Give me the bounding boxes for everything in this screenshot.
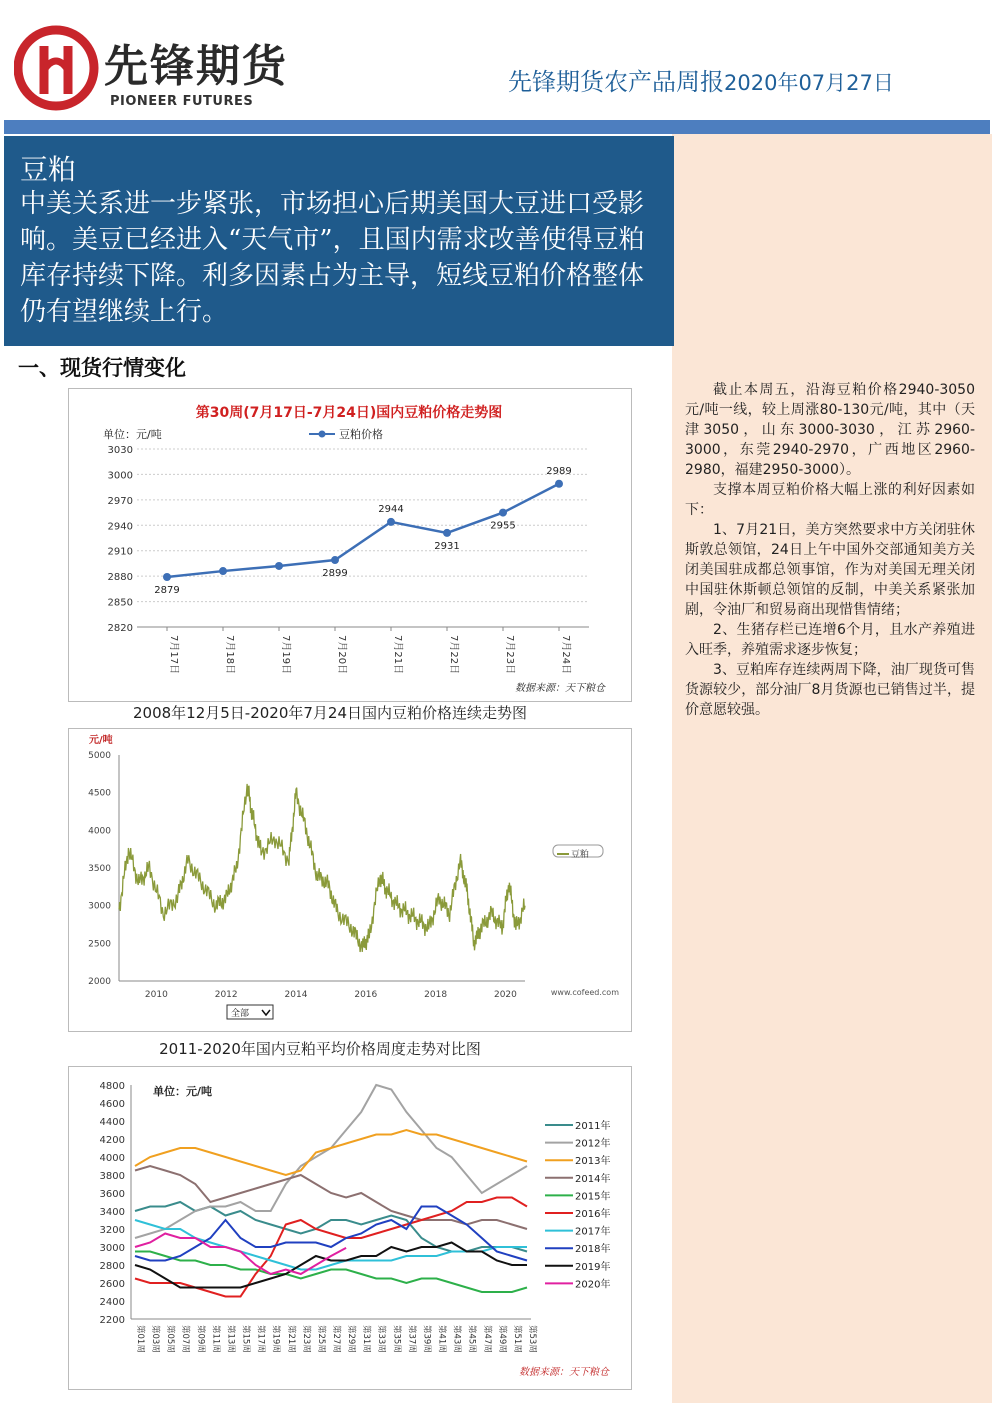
y-tick-label: 2000 xyxy=(88,977,111,987)
x-tick-label: 第31周 xyxy=(361,1325,372,1353)
report-date: 2020年07月27日 xyxy=(724,71,894,95)
y-tick-label: 3500 xyxy=(88,864,111,874)
right-side-panel xyxy=(672,134,992,1403)
x-tick-label: 7月22日 xyxy=(448,635,459,675)
x-tick-label: 第39周 xyxy=(421,1325,432,1353)
y-tick-label: 4000 xyxy=(88,826,111,837)
legend-label: 2019年 xyxy=(575,1261,611,1273)
x-tick-label: 第15周 xyxy=(240,1325,251,1353)
x-tick-label: 第51周 xyxy=(511,1325,522,1353)
y-tick-label: 3000 xyxy=(99,1243,125,1254)
commentary-paragraph: 1、7月21日，美方突然要求中方关闭驻休斯敦总领馆，24日上午中国外交部通知美方关闭美国驻成都总领事馆，作为对美国无理关闭中国驻休斯顿总领馆的反制，中美关系紧张加剧，令油厂和贸易商出现惜售情绪； xyxy=(685,522,975,618)
continuous-price-chart-svg xyxy=(69,729,631,1031)
series-line xyxy=(135,1234,346,1275)
commentary-paragraph: 3、豆粕库存连续两周下降，油厂现货可售货源较少，部分油厂8月货源也已销售过半，提价意愿较强。 xyxy=(685,662,975,718)
x-tick-label: 7月19日 xyxy=(280,635,291,675)
weekly-price-chart-svg xyxy=(69,389,631,701)
y-tick-label: 4600 xyxy=(99,1099,125,1110)
y-tick-label: 2910 xyxy=(107,546,133,558)
y-tick-label: 3400 xyxy=(99,1207,125,1218)
summary-title: 豆粕 xyxy=(20,153,77,186)
x-tick-label: 2012 xyxy=(214,990,238,1000)
data-label: 2989 xyxy=(546,465,572,477)
x-tick-label: 第13周 xyxy=(225,1325,236,1353)
x-tick-label: 7月18日 xyxy=(224,635,235,675)
x-tick-label: 第47周 xyxy=(481,1325,492,1353)
x-tick-label: 7月17日 xyxy=(168,635,179,675)
commentary-paragraph: 2、生猪存栏已连增6个月，且水产养殖进入旺季，养殖需求逐步恢复； xyxy=(685,622,975,658)
price-series-line xyxy=(119,784,525,952)
x-tick-label: 第29周 xyxy=(346,1325,357,1353)
x-tick-label: 第17周 xyxy=(255,1325,266,1353)
y-tick-label: 2820 xyxy=(107,623,133,634)
data-point xyxy=(443,529,451,537)
data-label: 2955 xyxy=(490,520,516,532)
data-point xyxy=(555,480,563,488)
x-tick-label: 第09周 xyxy=(195,1325,206,1353)
legend-label: 2018年 xyxy=(575,1244,611,1256)
x-tick-label: 第19周 xyxy=(270,1325,281,1353)
y-tick-label: 3800 xyxy=(99,1171,125,1182)
x-tick-label: 7月24日 xyxy=(560,635,571,675)
y-tick-label: 4400 xyxy=(99,1117,125,1128)
x-tick-label: 第53周 xyxy=(527,1325,537,1353)
x-tick-label: 第03周 xyxy=(150,1325,161,1353)
x-tick-label: 第49周 xyxy=(496,1325,507,1353)
x-tick-label: 第07周 xyxy=(180,1325,191,1353)
y-tick-label: 2200 xyxy=(99,1315,125,1326)
x-tick-label: 第05周 xyxy=(165,1325,176,1353)
x-tick-label: 2020 xyxy=(493,990,517,1000)
x-tick-label: 第25周 xyxy=(315,1325,326,1353)
data-point xyxy=(387,518,395,526)
x-tick-label: 第43周 xyxy=(451,1325,462,1353)
x-tick-label: 第11周 xyxy=(210,1325,221,1353)
y-tick-label: 4800 xyxy=(99,1081,125,1092)
legend-label: 2011年 xyxy=(575,1121,611,1132)
x-tick-label: 第45周 xyxy=(466,1325,477,1353)
unit-label: 元/吨 xyxy=(89,735,113,746)
range-selector-label: 全部 xyxy=(231,1009,250,1019)
y-tick-label: 4000 xyxy=(99,1153,125,1164)
continuous-price-chart xyxy=(68,728,632,1032)
y-tick-label: 4500 xyxy=(88,788,111,799)
x-tick-label: 2010 xyxy=(144,990,168,1000)
legend-label: 2020年 xyxy=(575,1279,611,1291)
data-point xyxy=(163,573,171,581)
y-tick-label: 2880 xyxy=(107,572,133,584)
source-label: 数据来源：天下粮仓 xyxy=(515,683,605,694)
y-tick-label: 4200 xyxy=(99,1135,125,1146)
series-line xyxy=(135,1085,527,1238)
data-point xyxy=(219,567,227,575)
y-tick-label: 3600 xyxy=(99,1189,125,1200)
y-tick-label: 3200 xyxy=(99,1225,125,1236)
data-point xyxy=(499,509,507,517)
y-tick-label: 2970 xyxy=(107,495,133,507)
data-label: 2879 xyxy=(154,584,180,596)
summary-text: 中美关系进一步紧张，市场担心后期美国大豆进口受影响。美豆已经进入“天气市”，且国内需求改善使得豆粕库存持续下降。利多因素占为主导，短线豆粕价格整体仍有望继续上行。 xyxy=(20,189,645,327)
legend-label: 2012年 xyxy=(575,1138,611,1150)
commentary-paragraph: 支撑本周豆粕价格大幅上涨的利好因素如下： xyxy=(685,482,975,518)
y-tick-label: 3000 xyxy=(107,470,133,482)
market-commentary xyxy=(685,380,975,720)
data-label: 2899 xyxy=(322,568,348,580)
legend-label: 2015年 xyxy=(575,1191,611,1203)
chart2-caption: 2008年12月5日-2020年7月24日国内豆粕价格连续走势图 xyxy=(132,704,528,722)
y-tick-label: 3030 xyxy=(107,445,133,456)
x-tick-label: 7月23日 xyxy=(504,635,515,675)
watermark-label: www.cofeed.com xyxy=(550,988,619,997)
series-line xyxy=(135,1252,527,1293)
data-label: 2931 xyxy=(434,540,460,552)
legend-label: 豆粕 xyxy=(571,850,590,860)
unit-label: 单位：元/吨 xyxy=(153,1085,213,1098)
legend-label: 2014年 xyxy=(575,1173,611,1185)
data-label: 2944 xyxy=(378,503,404,515)
unit-label: 单位：元/吨 xyxy=(103,428,162,441)
x-tick-label: 第21周 xyxy=(285,1325,296,1353)
legend-label: 2013年 xyxy=(575,1156,611,1168)
chart-title: 第30周(7月17日-7月24日)国内豆粕价格走势图 xyxy=(195,405,503,421)
x-tick-label: 第23周 xyxy=(300,1325,311,1353)
x-tick-label: 7月20日 xyxy=(336,635,347,675)
section-heading: 一、现货行情变化 xyxy=(18,356,186,380)
x-tick-label: 2014 xyxy=(284,990,308,1000)
legend-marker xyxy=(319,431,326,438)
x-tick-label: 第01周 xyxy=(135,1325,145,1353)
x-tick-label: 第41周 xyxy=(436,1325,447,1353)
commentary-paragraph: 截止本周五，沿海豆粕价格2940-3050元/吨一线，较上周涨80-130元/吨，其中（天津3050，山东3000-3030，江苏2960-3000，东莞2940-2970，广西地区2960-2980，福建2950-3000）。 xyxy=(685,382,975,478)
data-point xyxy=(331,556,339,564)
report-title xyxy=(508,62,894,97)
header-divider-bar xyxy=(4,120,990,134)
x-tick-label: 第35周 xyxy=(391,1325,402,1353)
summary-box xyxy=(4,136,674,346)
x-tick-label: 2018 xyxy=(424,990,448,1000)
legend-label: 2017年 xyxy=(575,1226,611,1238)
x-tick-label: 第27周 xyxy=(331,1325,341,1353)
y-tick-label: 2400 xyxy=(99,1297,125,1308)
series-line xyxy=(135,1220,527,1270)
y-tick-label: 2850 xyxy=(107,597,133,609)
y-tick-label: 3000 xyxy=(88,901,111,912)
series-line xyxy=(135,1130,527,1175)
legend-label: 豆粕价格 xyxy=(339,428,383,441)
weekly-price-chart xyxy=(68,388,632,702)
chart3-caption: 2011-2020年国内豆粕平均价格周度走势对比图 xyxy=(159,1040,481,1058)
source-label: 数据来源：天下粮仓 xyxy=(519,1367,609,1378)
x-tick-label: 7月21日 xyxy=(392,635,403,675)
report-title-text: 先锋期货农产品周报 xyxy=(508,68,724,96)
y-tick-label: 5000 xyxy=(88,751,111,761)
logo-text-cn: 先锋期货 xyxy=(104,41,288,92)
y-tick-label: 2800 xyxy=(99,1261,125,1272)
x-tick-label: 第37周 xyxy=(406,1325,417,1353)
legend-label: 2016年 xyxy=(575,1209,611,1220)
logo-text-en: PIONEER FUTURES xyxy=(110,94,254,109)
data-point xyxy=(275,562,283,570)
y-tick-label: 2940 xyxy=(107,521,133,533)
y-tick-label: 2600 xyxy=(99,1279,125,1290)
x-tick-label: 2016 xyxy=(354,990,378,1000)
y-tick-label: 2500 xyxy=(88,939,111,950)
yearly-comparison-chart xyxy=(68,1066,632,1390)
x-tick-label: 第33周 xyxy=(376,1325,387,1353)
yearly-comparison-chart-svg xyxy=(69,1067,631,1389)
